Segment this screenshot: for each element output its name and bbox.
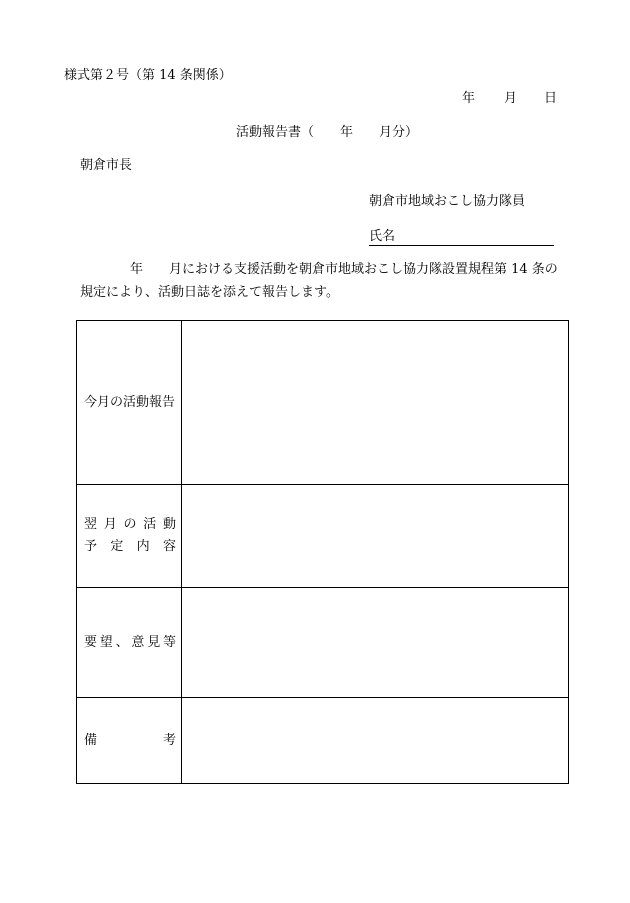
table-row-remarks [77,698,569,784]
monthly-report-label: 今月の活動報告 [84,394,176,410]
next-month-plan-label-line2: 予定内容 [84,539,176,554]
requests-label-cell [77,588,182,698]
addressee: 朝倉市長 [80,158,133,173]
requests-label: 要望、意見等 [84,634,176,650]
sender-name-field[interactable] [369,229,554,246]
remarks-input-cell[interactable] [182,698,569,784]
table-row-monthly-report [77,321,569,485]
next-month-plan-label-line1: 翌月の活動 [84,517,176,532]
next-month-plan-input-cell[interactable] [182,485,569,588]
report-table [76,320,569,784]
document-title: 活動報告書（ 年 月分） [236,125,419,140]
requests-input-cell[interactable] [182,588,569,698]
monthly-report-input-cell[interactable] [182,321,569,485]
table-row-requests [77,588,569,698]
form-number: 様式第２号（第 14 条関係） [64,68,232,83]
date-day-label: 日 [544,91,558,106]
next-month-plan-label-cell [77,485,182,588]
remarks-label-cell [77,698,182,784]
remarks-label-left: 備 [84,732,98,748]
date-year-label: 年 [462,91,476,106]
table-row-next-month-plan [77,485,569,588]
date-line [462,91,557,107]
sender-organization: 朝倉市地域おこし協力隊員 [369,194,526,209]
body-text-line-1: 年 月における支援活動を朝倉市地域おこし協力隊設置規程第 14 条の [130,262,558,277]
monthly-report-label-cell [77,321,182,485]
remarks-label-right: 考 [162,732,176,748]
body-text-line-2: 規定により、活動日誌を添えて報告します。 [80,285,339,300]
date-month-label: 月 [504,91,518,106]
sender-name-label: 氏名 [369,229,396,244]
